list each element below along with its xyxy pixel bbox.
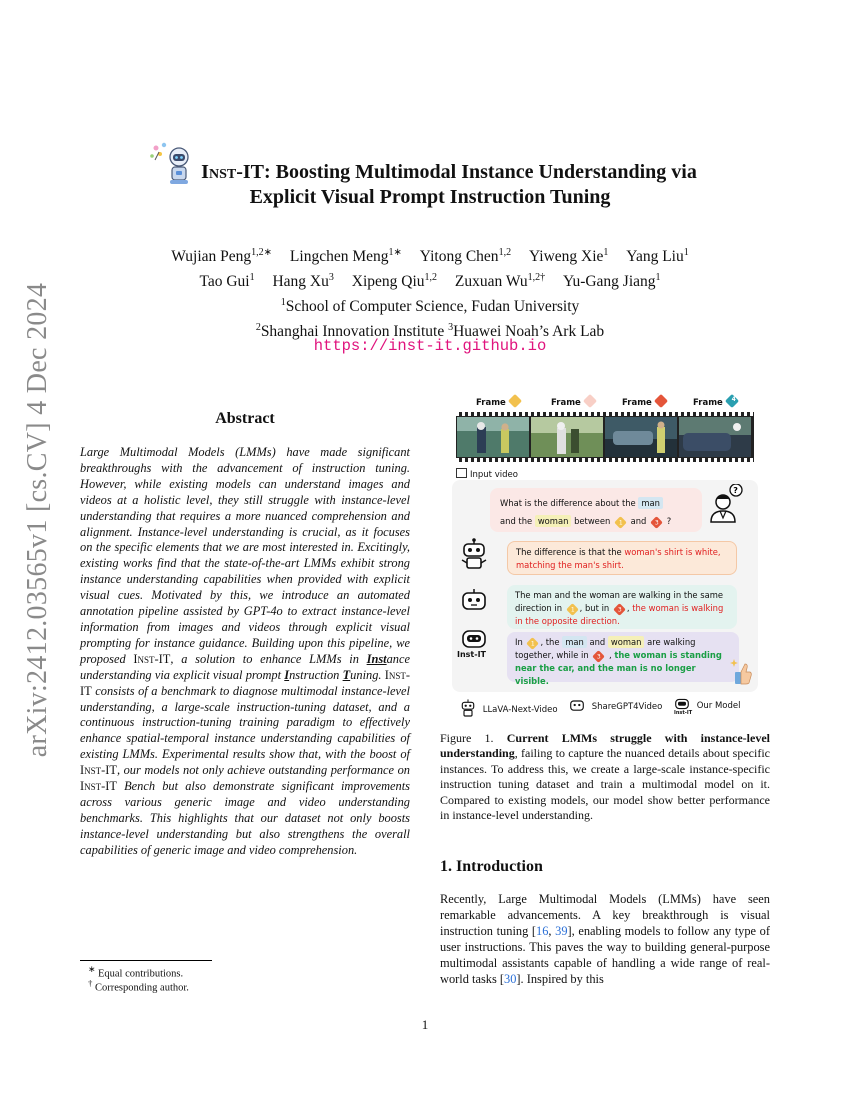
author: Yitong Chen$^{1,2}$ (419, 247, 512, 266)
frame-label-1: Frame (476, 396, 520, 408)
frame-label-4: Frame 4 (693, 396, 737, 408)
video-frame-2 (531, 417, 603, 457)
author-list (120, 242, 740, 292)
frame-label-3: Frame (622, 396, 666, 408)
footnote-divider (80, 960, 212, 961)
paper-title: Inst-IT: Boosting Multimodal Instance Understanding via Explicit Visual Prompt Instruction Tuning (201, 161, 697, 208)
thumbs-up-icon (730, 658, 752, 686)
author: Yiweng Xie$^1$ (528, 247, 609, 266)
arxiv-stamp: arXiv:2412.03565v1 [cs.CV] 4 Dec 2024 (22, 282, 53, 758)
video-frame-3 (605, 417, 677, 457)
video-frame-4 (679, 417, 751, 457)
citation-link[interactable]: 16 (536, 923, 549, 938)
legend-llava: LLaVA-Next-Video (460, 698, 558, 718)
project-url-link[interactable]: https://inst-it.github.io (313, 337, 547, 355)
footnote-equal: ∗ Equal contributions. (88, 964, 184, 980)
llava-answer-bubble: The difference is that the woman's shirt is white, matching the man's shirt. (507, 541, 737, 575)
figure-caption: Figure 1. Current LMMs struggle with instance-level understanding, failing to capture the nuanced details about specific instances. To address this, we create a large-scale instance-specific instruction tuning dataset and train a multimodal model on it. Compared to existing models, our model show better performance in instance-level understanding. (440, 731, 770, 823)
user-avatar-icon (706, 484, 746, 524)
sharegpt-answer-bubble: The man and the woman are walking in the same direction in 1 , but in 3 , the woman is walking in the opposite direction. (507, 585, 737, 629)
author: Zuxuan $Wu^{1,2\dagger}$ (454, 272, 546, 291)
instit-answer-bubble: In 1 , the man and woman are walking together, while in 3 , the woman is standing near the car, and the man is no longer visible. (507, 632, 739, 682)
author: Yu-Gang Jiang$^1$ (562, 272, 661, 291)
instit-label: Inst-IT (457, 650, 487, 659)
svg-text:?: ? (733, 486, 738, 495)
instit-robot-icon (460, 629, 488, 649)
section-heading-introduction: 1. Introduction (440, 858, 543, 875)
abstract-body: Large Multimodal Models (LMMs) have made significant breakthroughs with the advancement of instruction tuning. However, while existing models can understand images and videos at a holistic level, they still struggle with instance-level understanding that requires a more nuanced comprehension and alignment. Instance-level understanding is crucial, as it focuses on the specific elements that we are most interested in. Excitingly, existing works find that the state-of-the-art LMMs exhibit strong instance understanding capabilities when provided with explicit visual cues. Motivated by this, we introduce an automated annotation pipeline assisted by GPT-4o to extract instance-level information from images and videos through explicit visual prompting for instance guidance. Building upon this pipeline, we proposed Inst-IT, a solution to enhance LMMs in Instance understanding via explicit visual prompt Instruction Tuning. Inst-IT consists of a benchmark to diagnose multimodal instance-level understanding, a large-scale instruction-tuning dataset, and a continuous instruction-tuning training paradigm to effectively enhance spatial-temporal instance understanding capabilities of existing LMMs. Experimental results show that, with the boost of Inst-IT, our models not only achieve outstanding performance on Inst-IT Bench but also demonstrate significant improvements across various generic image and video understanding benchmarks. This highlights that our dataset not only boosts instance-level understanding but also strengthens the overall capabilities of generic image and video comprehension. (80, 445, 410, 857)
citation-link[interactable]: 30 (504, 971, 517, 986)
footnote-corresponding: † Corresponding author. (88, 978, 189, 994)
instit-legend-icon (674, 698, 690, 710)
figure-1 (440, 392, 770, 722)
citation-link[interactable]: 39 (555, 923, 568, 938)
input-video-label: Input video (456, 468, 518, 480)
author: Xipeng Qiu$^{1,2}$ (351, 272, 438, 291)
affiliations: $^1$School of Computer Science, Fudan University $^2$Shanghai Innovation Institute $^3$Huawei Noah’s Ark Lab (255, 297, 605, 341)
author: Wujian Peng$^{1,2∗}$ (171, 247, 273, 266)
author: Hang Xu$^3$ (272, 272, 334, 291)
question-bubble: What is the difference about the man and the woman between 1 and 3 ? (490, 488, 702, 532)
video-filmstrip (456, 412, 754, 462)
video-frame-1 (457, 417, 529, 457)
author: Lingchen Meng$^{1∗}$ (289, 247, 402, 266)
llava-robot-icon (460, 538, 488, 570)
frame-label-2: Frame (551, 396, 595, 408)
title-brand: Inst-IT (201, 161, 264, 183)
author: Yang Liu$^1$ (626, 247, 689, 266)
legend-sharegpt: ShareGPT4Video (569, 698, 662, 712)
page-number: 1 (421, 1017, 429, 1032)
introduction-body: Recently, Large Multimodal Models (LMMs) have seen remarkable advancements. A key breakthrough is visual instruction tuning [16, 39], enabling models to follow any type of user instructions. This paves the way to building general-purpose multimodal assistants capable of handling a wide range of real-world tasks [30]. Inspired by this (440, 892, 770, 986)
author: Tao Gui$^1$ (199, 272, 255, 291)
video-icon (456, 468, 467, 478)
abstract-heading: Abstract (215, 410, 275, 427)
sharegpt-legend-icon (569, 698, 585, 712)
llava-legend-icon (460, 698, 476, 718)
sharegpt-robot-icon (460, 588, 488, 612)
legend-ours: Our Model Inst-IT (674, 698, 741, 711)
